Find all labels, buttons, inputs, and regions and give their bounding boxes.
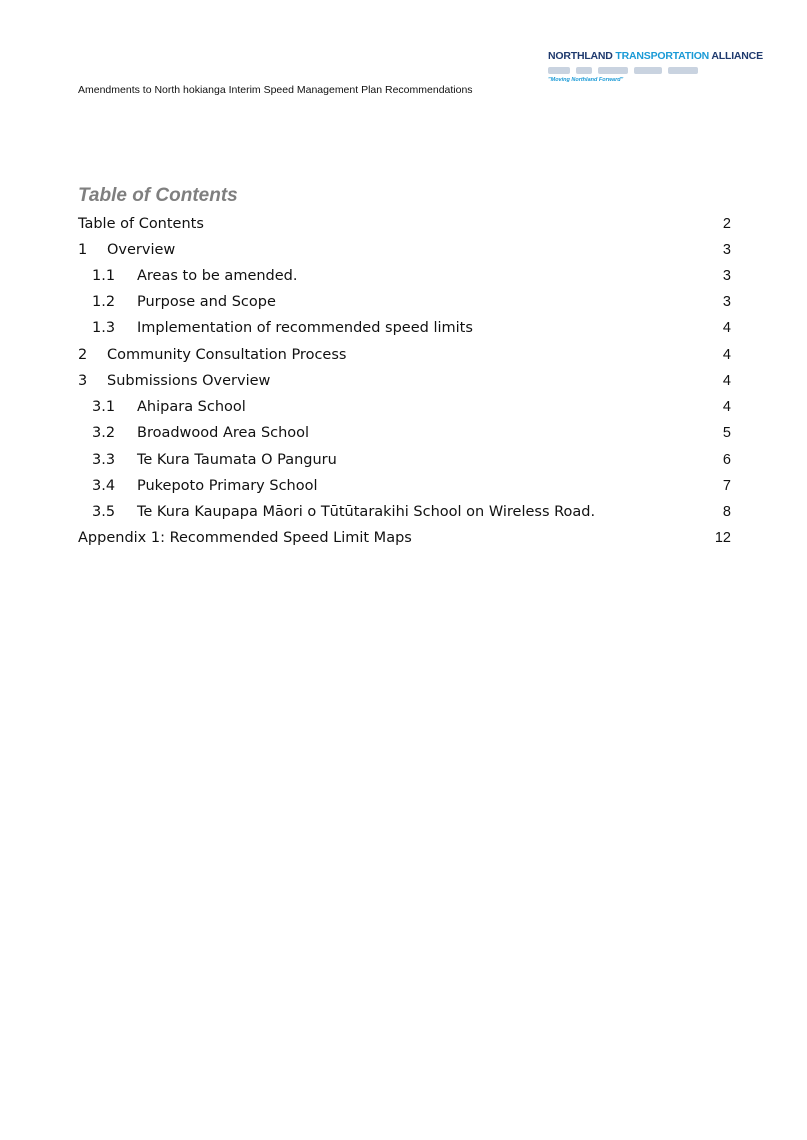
logo-wordmark: NORTHLAND TRANSPORTATION ALLIANCE <box>548 50 763 62</box>
toc-entry[interactable] <box>78 530 731 550</box>
toc-entry-page: 3 <box>722 242 731 258</box>
toc-entry[interactable] <box>78 452 731 472</box>
logo-tagline: "Moving Northland Forward" <box>548 77 624 83</box>
toc-heading: Table of Contents <box>78 185 238 206</box>
toc-entry-number: 1.1 <box>92 268 116 284</box>
toc-entry-number: 2 <box>78 347 88 363</box>
toc-entry-number: 1 <box>78 242 88 258</box>
toc-entry-page: 3 <box>722 294 731 310</box>
toc-entry-label: Purpose and Scope <box>137 294 276 310</box>
toc-entry-label: Ahipara School <box>137 399 246 415</box>
toc-entry-page: 4 <box>722 373 731 389</box>
toc-entry-label: Broadwood Area School <box>137 425 310 441</box>
toc-entry-page: 6 <box>722 452 731 468</box>
toc-entry-label: Table of Contents <box>78 216 204 232</box>
toc-entry[interactable] <box>78 504 731 524</box>
partner-logo <box>634 67 662 74</box>
toc-entry[interactable] <box>78 399 731 419</box>
toc-entry-page: 5 <box>722 425 731 441</box>
toc-entry-number: 3.3 <box>92 452 116 468</box>
partner-logo <box>548 67 570 74</box>
toc-entry-label: Community Consultation Process <box>107 347 347 363</box>
toc-entry[interactable] <box>78 373 731 393</box>
toc-entry[interactable] <box>78 478 731 498</box>
toc-entry-page: 2 <box>722 216 731 232</box>
toc-entry[interactable] <box>78 294 731 314</box>
toc-entry-label: Te Kura Kaupapa Māori o Tūtūtarakihi School on Wireless Road. <box>137 504 596 520</box>
toc-entry[interactable] <box>78 347 731 367</box>
toc-entry-label: Areas to be amended. <box>137 268 298 284</box>
toc-entry-page: 8 <box>722 504 731 520</box>
toc-entry-number: 3.2 <box>92 425 116 441</box>
toc-entry-number: 1.2 <box>92 294 116 310</box>
toc-entry[interactable] <box>78 425 731 445</box>
toc-entry-label: Pukepoto Primary School <box>137 478 318 494</box>
toc-entry[interactable] <box>78 268 731 288</box>
toc-entry-page: 4 <box>722 320 731 336</box>
toc-entry-number: 3.4 <box>92 478 116 494</box>
toc-entry-number: 3.1 <box>92 399 116 415</box>
toc-entry[interactable] <box>78 320 731 340</box>
toc-entry-label: Appendix 1: Recommended Speed Limit Maps <box>78 530 412 546</box>
toc-entry-page: 4 <box>722 347 731 363</box>
toc-entry-number: 3 <box>78 373 88 389</box>
partner-logo <box>576 67 592 74</box>
partner-logo <box>668 67 698 74</box>
toc-entry-page: 3 <box>722 268 731 284</box>
toc-entry-label: Te Kura Taumata O Panguru <box>137 452 337 468</box>
toc-entry-page: 4 <box>722 399 731 415</box>
toc-entry-label: Implementation of recommended speed limits <box>137 320 473 336</box>
northland-transportation-alliance-logo <box>548 50 763 84</box>
toc-entry[interactable] <box>78 242 731 262</box>
toc-entry-page: 12 <box>714 530 731 546</box>
toc-entry-page: 7 <box>722 478 731 494</box>
document-header-title: Amendments to North hokianga Interim Speed Management Plan Recommendations <box>78 84 473 96</box>
partner-logo <box>598 67 628 74</box>
toc-entry-label: Overview <box>107 242 176 258</box>
partner-logos <box>548 64 723 76</box>
toc-entry-label: Submissions Overview <box>107 373 271 389</box>
toc-entry-number: 3.5 <box>92 504 116 520</box>
toc-entry-number: 1.3 <box>92 320 116 336</box>
toc-entry[interactable] <box>78 216 731 236</box>
